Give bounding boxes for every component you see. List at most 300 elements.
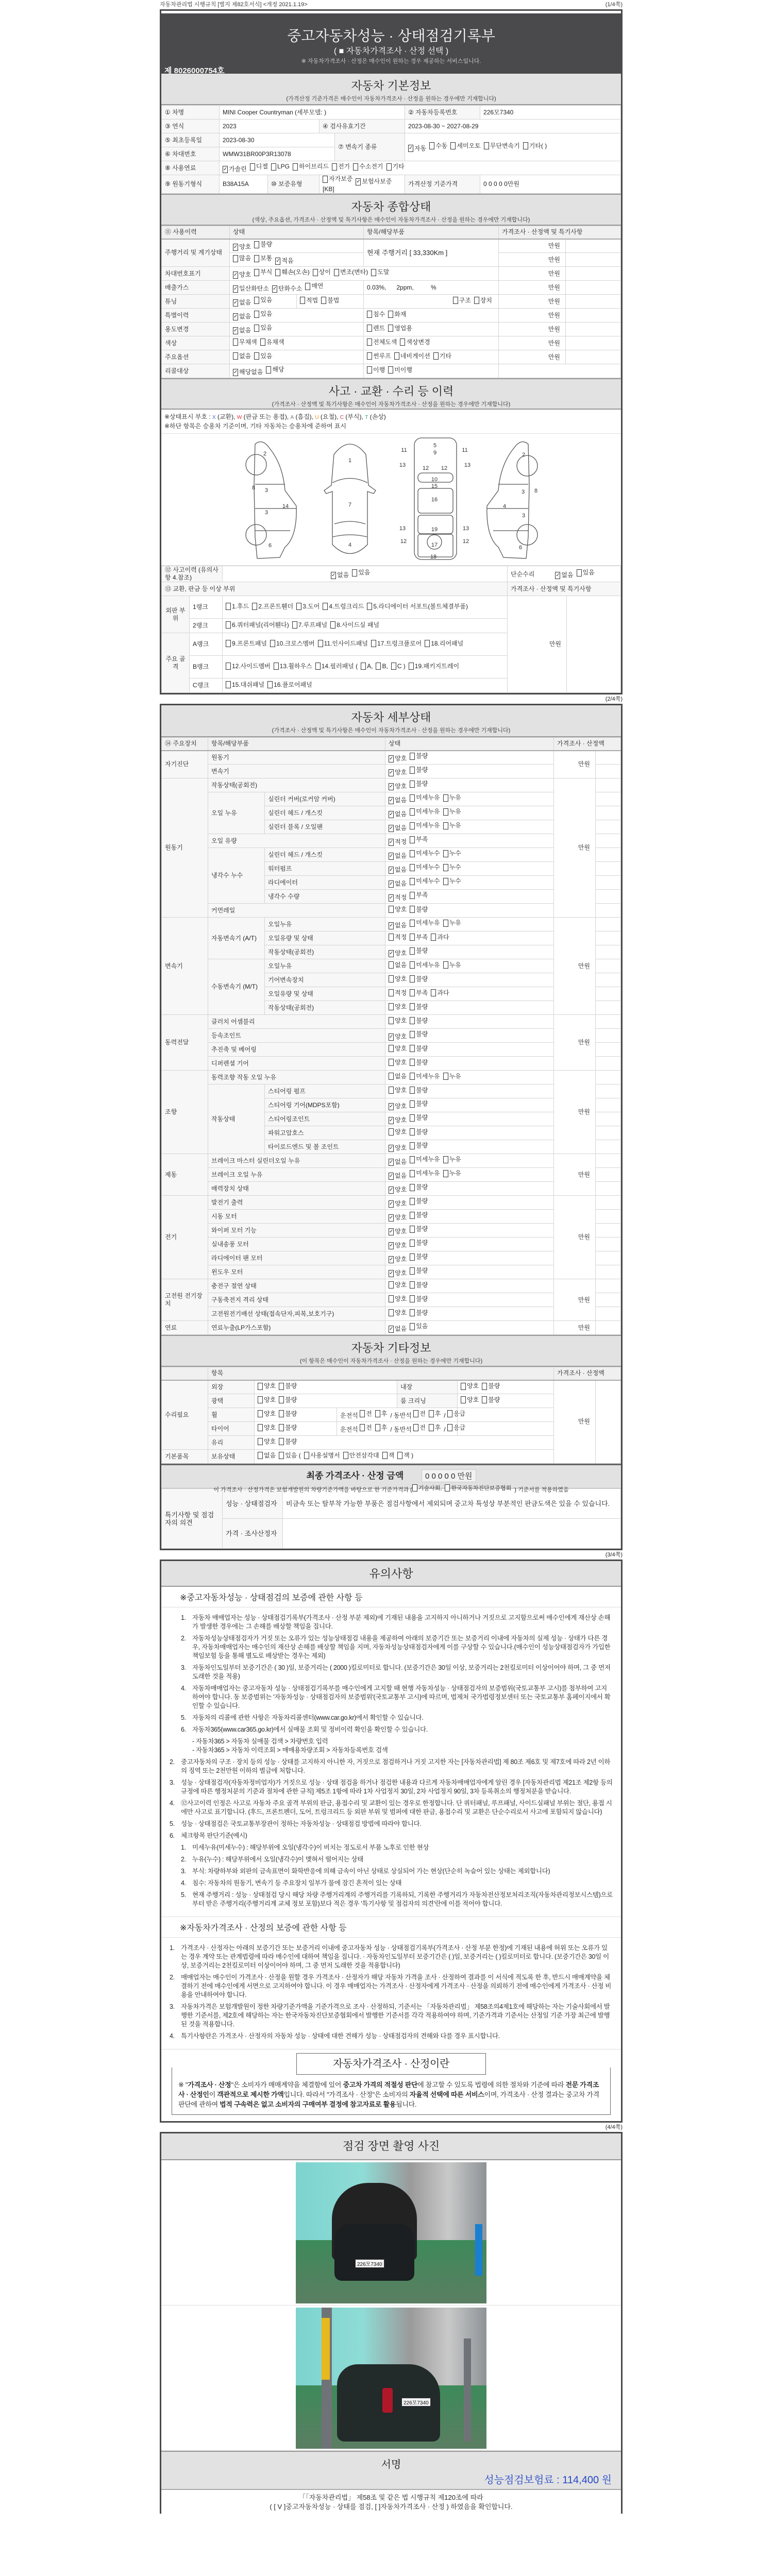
checkbox-icon[interactable] (410, 767, 415, 774)
checkbox-icon[interactable] (410, 961, 415, 969)
checkbox-icon[interactable] (410, 1184, 415, 1191)
checked-box-icon[interactable]: ✓ (276, 258, 280, 264)
checked-box-icon[interactable]: ✓ (389, 769, 394, 775)
checkbox-option[interactable] (267, 681, 312, 689)
checkbox-icon[interactable] (332, 163, 337, 171)
checkbox-icon[interactable] (409, 663, 414, 670)
checkbox-option[interactable] (443, 822, 461, 829)
checked-box-icon[interactable]: ✓ (389, 1187, 394, 1193)
checkbox-icon[interactable] (447, 1410, 452, 1417)
checkbox-option[interactable] (389, 1269, 407, 1277)
checkbox-option[interactable] (353, 163, 383, 171)
checkbox-icon[interactable] (443, 961, 448, 969)
checkbox-icon[interactable] (429, 1424, 434, 1431)
checkbox-icon[interactable] (226, 603, 231, 610)
checked-box-icon[interactable]: ✓ (556, 572, 560, 578)
checkbox-option[interactable] (443, 919, 461, 927)
checkbox-option[interactable] (389, 961, 407, 969)
checkbox-option[interactable] (389, 880, 407, 888)
checkbox-option[interactable] (443, 1073, 461, 1080)
checkbox-option[interactable] (389, 975, 407, 983)
checkbox-icon[interactable] (474, 297, 479, 304)
checkbox-option[interactable] (410, 1142, 428, 1149)
checkbox-icon[interactable] (323, 176, 328, 183)
checkbox-icon[interactable] (252, 603, 257, 610)
checkbox-icon[interactable] (389, 975, 394, 982)
checkbox-option[interactable] (252, 602, 293, 611)
checkbox-option[interactable] (233, 255, 251, 262)
checkbox-icon[interactable] (260, 338, 265, 346)
checked-box-icon[interactable]: ✓ (389, 853, 394, 859)
checkbox-icon[interactable] (431, 989, 436, 996)
checkbox-option[interactable] (279, 1382, 297, 1390)
checkbox-option[interactable] (410, 1003, 428, 1011)
checkbox-option[interactable] (389, 1003, 407, 1011)
checkbox-option[interactable] (258, 1438, 276, 1446)
checkbox-icon[interactable] (410, 1128, 415, 1136)
checkbox-icon[interactable] (292, 621, 297, 629)
checkbox-icon[interactable] (410, 794, 415, 802)
checked-box-icon[interactable]: ✓ (389, 1256, 394, 1262)
checked-box-icon[interactable]: ✓ (389, 1145, 394, 1151)
checkbox-icon[interactable] (447, 1424, 452, 1431)
checkbox-option[interactable] (367, 311, 385, 318)
checkbox-option[interactable] (410, 836, 428, 843)
checkbox-icon[interactable] (258, 1396, 263, 1403)
checkbox-option[interactable] (445, 1484, 511, 1492)
checkbox-option[interactable] (233, 313, 251, 320)
checkbox-icon[interactable] (389, 1128, 394, 1136)
checkbox-option[interactable] (389, 894, 407, 902)
checkbox-icon[interactable] (443, 878, 448, 885)
checkbox-option[interactable] (389, 810, 407, 818)
checkbox-icon[interactable] (433, 352, 439, 360)
checkbox-option[interactable] (482, 1382, 500, 1390)
checkbox-option[interactable] (367, 338, 397, 346)
checked-box-icon[interactable]: ✓ (389, 783, 394, 789)
checkbox-icon[interactable] (254, 352, 259, 360)
checkbox-option[interactable] (389, 1017, 407, 1025)
checkbox-icon[interactable] (412, 1484, 417, 1492)
checkbox-icon[interactable] (410, 1323, 415, 1330)
checkbox-option[interactable] (429, 1424, 441, 1432)
checkbox-icon[interactable] (394, 352, 399, 360)
checkbox-icon[interactable] (410, 1226, 415, 1233)
checkbox-icon[interactable] (410, 1309, 415, 1316)
checkbox-option[interactable] (410, 975, 428, 983)
checkbox-option[interactable] (577, 569, 595, 577)
checkbox-icon[interactable] (343, 1452, 348, 1459)
checkbox-icon[interactable] (254, 311, 259, 318)
checkbox-option[interactable] (382, 1452, 395, 1460)
checkbox-option[interactable] (388, 311, 406, 318)
checkbox-icon[interactable] (410, 864, 415, 871)
checkbox-option[interactable] (410, 1114, 428, 1122)
checked-box-icon[interactable]: ✓ (389, 1326, 394, 1332)
checkbox-option[interactable] (279, 1396, 297, 1404)
checkbox-option[interactable] (410, 1323, 428, 1330)
checkbox-option[interactable] (292, 621, 327, 629)
checkbox-option[interactable] (391, 662, 406, 670)
checkbox-option[interactable] (367, 602, 468, 611)
checkbox-icon[interactable] (254, 269, 259, 276)
checked-box-icon[interactable]: ✓ (356, 178, 361, 184)
checked-box-icon[interactable]: ✓ (389, 894, 394, 901)
checkbox-option[interactable] (360, 1424, 372, 1432)
checkbox-option[interactable] (226, 662, 271, 670)
checkbox-icon[interactable] (389, 1087, 394, 1094)
checkbox-option[interactable] (233, 338, 257, 346)
checkbox-icon[interactable] (375, 1410, 380, 1417)
checkbox-option[interactable] (410, 1281, 428, 1289)
checkbox-icon[interactable] (389, 989, 394, 996)
checkbox-option[interactable] (410, 1197, 428, 1205)
checkbox-option[interactable] (330, 621, 379, 629)
checkbox-option[interactable] (410, 934, 428, 941)
checked-box-icon[interactable]: ✓ (389, 811, 394, 817)
checkbox-icon[interactable] (375, 1424, 380, 1431)
checkbox-option[interactable] (389, 1214, 407, 1222)
checkbox-option[interactable] (352, 569, 370, 577)
checkbox-option[interactable] (356, 178, 392, 185)
checkbox-icon[interactable] (367, 311, 372, 318)
checkbox-option[interactable] (275, 257, 293, 265)
checkbox-icon[interactable] (250, 163, 255, 171)
checkbox-option[interactable] (389, 1281, 407, 1289)
checkbox-option[interactable] (453, 297, 471, 304)
checkbox-option[interactable] (305, 282, 323, 290)
checkbox-icon[interactable] (450, 142, 456, 149)
checkbox-option[interactable] (461, 1396, 479, 1404)
checkbox-icon[interactable] (323, 603, 328, 610)
checkbox-option[interactable] (389, 906, 407, 913)
checkbox-option[interactable] (233, 285, 269, 293)
checkbox-option[interactable] (275, 268, 309, 276)
checkbox-option[interactable] (389, 1186, 407, 1194)
checkbox-option[interactable] (389, 796, 407, 804)
checkbox-icon[interactable] (233, 255, 238, 262)
checkbox-icon[interactable] (410, 1087, 415, 1094)
checkbox-option[interactable] (360, 1410, 372, 1418)
checkbox-option[interactable] (389, 950, 407, 957)
checked-box-icon[interactable]: ✓ (233, 299, 238, 306)
checkbox-option[interactable] (389, 1172, 407, 1180)
checkbox-icon[interactable] (267, 681, 273, 688)
checkbox-option[interactable] (389, 852, 407, 860)
checkbox-icon[interactable] (461, 1396, 466, 1403)
checkbox-icon[interactable] (226, 640, 231, 647)
checkbox-option[interactable] (318, 639, 368, 648)
checkbox-option[interactable] (410, 1128, 428, 1136)
checkbox-option[interactable] (410, 1253, 428, 1261)
checkbox-option[interactable] (410, 1100, 428, 1108)
checkbox-option[interactable] (389, 1073, 407, 1080)
checkbox-icon[interactable] (410, 989, 415, 996)
checkbox-icon[interactable] (445, 1484, 450, 1492)
checkbox-option[interactable] (343, 1452, 379, 1460)
checkbox-option[interactable] (272, 285, 302, 293)
checked-box-icon[interactable]: ✓ (389, 1117, 394, 1123)
checkbox-icon[interactable] (258, 1383, 263, 1390)
checkbox-icon[interactable] (334, 269, 339, 276)
checkbox-option[interactable] (388, 366, 412, 374)
checkbox-option[interactable] (371, 639, 422, 648)
checked-box-icon[interactable]: ✓ (233, 285, 238, 292)
checked-box-icon[interactable]: ✓ (389, 1228, 394, 1234)
checkbox-option[interactable] (389, 934, 407, 941)
checkbox-option[interactable] (408, 145, 426, 152)
checkbox-option[interactable] (389, 1128, 407, 1136)
checkbox-icon[interactable] (389, 1309, 394, 1316)
checkbox-icon[interactable] (410, 1100, 415, 1108)
checkbox-option[interactable] (258, 1452, 276, 1460)
checkbox-option[interactable] (270, 639, 315, 648)
checkbox-option[interactable] (389, 989, 407, 997)
checkbox-option[interactable] (410, 1073, 440, 1080)
checkbox-icon[interactable] (410, 836, 415, 843)
checkbox-icon[interactable] (389, 1059, 394, 1066)
checkbox-icon[interactable] (389, 1003, 394, 1010)
checked-box-icon[interactable]: ✓ (233, 244, 238, 250)
checkbox-option[interactable] (410, 850, 440, 857)
checked-box-icon[interactable]: ✓ (331, 572, 336, 578)
checkbox-icon[interactable] (389, 1295, 394, 1302)
checkbox-icon[interactable] (410, 1003, 415, 1010)
checkbox-option[interactable] (388, 325, 412, 332)
checkbox-option[interactable] (389, 824, 407, 832)
checkbox-icon[interactable] (429, 1410, 434, 1417)
checkbox-icon[interactable] (330, 621, 335, 629)
checkbox-icon[interactable] (410, 781, 415, 788)
checkbox-option[interactable] (397, 1452, 413, 1460)
checked-box-icon[interactable]: ✓ (389, 839, 394, 845)
checkbox-icon[interactable] (389, 934, 394, 941)
checked-box-icon[interactable]: ✓ (409, 145, 413, 151)
checkbox-icon[interactable] (388, 311, 393, 318)
checkbox-option[interactable] (410, 1225, 428, 1233)
checkbox-option[interactable] (410, 1087, 428, 1094)
checkbox-option[interactable] (410, 1183, 428, 1191)
checkbox-option[interactable] (367, 366, 385, 374)
checkbox-option[interactable] (389, 838, 407, 846)
checkbox-icon[interactable] (304, 1452, 309, 1459)
checkbox-option[interactable] (332, 163, 350, 171)
checkbox-icon[interactable] (443, 1156, 448, 1163)
checkbox-icon[interactable] (410, 808, 415, 816)
checkbox-icon[interactable] (389, 906, 394, 913)
checkbox-icon[interactable] (389, 1045, 394, 1052)
checkbox-icon[interactable] (577, 569, 582, 577)
checkbox-icon[interactable] (443, 864, 448, 871)
checkbox-icon[interactable] (305, 283, 310, 290)
checkbox-option[interactable] (443, 877, 461, 885)
checkbox-option[interactable] (413, 1424, 426, 1432)
checkbox-option[interactable] (410, 989, 428, 997)
checkbox-option[interactable] (482, 1396, 500, 1404)
checkbox-option[interactable] (410, 1309, 428, 1317)
checkbox-option[interactable] (474, 297, 492, 304)
checkbox-icon[interactable] (279, 1410, 284, 1417)
checkbox-option[interactable] (389, 1045, 407, 1053)
checkbox-option[interactable] (410, 1030, 428, 1038)
checkbox-option[interactable] (410, 1239, 428, 1247)
checkbox-option[interactable] (389, 1242, 407, 1249)
checkbox-icon[interactable] (254, 325, 259, 332)
checkbox-icon[interactable] (353, 163, 358, 171)
checkbox-option[interactable] (254, 241, 272, 248)
checkbox-icon[interactable] (410, 947, 415, 955)
checkbox-icon[interactable] (482, 1396, 487, 1403)
checkbox-option[interactable] (461, 1382, 479, 1390)
checkbox-icon[interactable] (431, 934, 436, 941)
checkbox-icon[interactable] (367, 603, 372, 610)
checkbox-icon[interactable] (315, 663, 321, 670)
checked-box-icon[interactable]: ✓ (389, 880, 394, 887)
checkbox-icon[interactable] (410, 1198, 415, 1205)
checkbox-option[interactable] (410, 919, 440, 927)
checkbox-icon[interactable] (413, 1424, 418, 1431)
checkbox-option[interactable] (443, 1156, 461, 1163)
checkbox-icon[interactable] (410, 1059, 415, 1066)
checkbox-option[interactable] (410, 961, 440, 969)
checkbox-icon[interactable] (271, 163, 276, 171)
checkbox-option[interactable] (279, 1410, 297, 1418)
checkbox-icon[interactable] (410, 920, 415, 927)
checkbox-option[interactable] (429, 142, 447, 150)
checkbox-icon[interactable] (386, 163, 392, 171)
checkbox-option[interactable] (389, 922, 407, 929)
checkbox-option[interactable] (254, 255, 272, 262)
checkbox-option[interactable] (389, 1158, 407, 1166)
checkbox-icon[interactable] (296, 603, 301, 610)
checked-box-icon[interactable]: ✓ (389, 755, 394, 761)
checkbox-option[interactable] (410, 794, 440, 802)
checkbox-icon[interactable] (361, 663, 366, 670)
checkbox-icon[interactable] (443, 1073, 448, 1080)
checkbox-icon[interactable] (443, 920, 448, 927)
checkbox-option[interactable] (233, 271, 251, 279)
checkbox-icon[interactable] (367, 352, 372, 360)
checked-box-icon[interactable]: ✓ (389, 1173, 394, 1179)
checkbox-option[interactable] (254, 296, 272, 304)
checkbox-icon[interactable] (275, 269, 280, 276)
checkbox-icon[interactable] (258, 1410, 263, 1417)
checkbox-icon[interactable] (233, 352, 238, 360)
inspection-photo-rear[interactable] (296, 2308, 486, 2449)
checkbox-icon[interactable] (360, 1424, 365, 1431)
checkbox-icon[interactable] (482, 1383, 487, 1390)
checkbox-option[interactable] (410, 1267, 428, 1275)
checkbox-option[interactable] (361, 662, 373, 670)
checkbox-option[interactable] (484, 142, 520, 150)
checkbox-option[interactable] (389, 1144, 407, 1152)
checkbox-icon[interactable] (410, 1031, 415, 1038)
checkbox-icon[interactable] (254, 255, 259, 262)
checkbox-option[interactable] (425, 639, 463, 648)
checkbox-option[interactable] (376, 662, 388, 670)
checkbox-icon[interactable] (226, 681, 231, 688)
checkbox-option[interactable] (412, 1484, 442, 1492)
checkbox-option[interactable] (375, 1424, 388, 1432)
checkbox-option[interactable] (409, 662, 459, 670)
checkbox-option[interactable] (389, 1087, 407, 1094)
checkbox-option[interactable] (386, 163, 405, 171)
checkbox-option[interactable] (389, 1309, 407, 1317)
inspection-photo-front[interactable] (296, 2162, 486, 2303)
checkbox-option[interactable] (321, 297, 339, 304)
checkbox-option[interactable] (389, 1033, 407, 1041)
checkbox-icon[interactable] (388, 325, 393, 332)
checkbox-option[interactable] (410, 1059, 428, 1066)
checkbox-option[interactable] (233, 368, 263, 376)
checkbox-icon[interactable] (279, 1452, 284, 1459)
checkbox-option[interactable] (300, 297, 318, 304)
checkbox-option[interactable] (389, 1116, 407, 1124)
checkbox-option[interactable] (323, 602, 364, 611)
checkbox-option[interactable] (258, 1382, 276, 1390)
checkbox-option[interactable] (389, 1325, 407, 1333)
checkbox-icon[interactable] (410, 1156, 415, 1163)
checkbox-icon[interactable] (279, 1383, 284, 1390)
checkbox-icon[interactable] (367, 325, 372, 332)
checkbox-option[interactable] (400, 338, 430, 346)
checkbox-option[interactable] (410, 947, 428, 955)
checkbox-option[interactable] (254, 310, 272, 318)
checkbox-icon[interactable] (371, 640, 376, 647)
checkbox-option[interactable] (315, 662, 358, 670)
checkbox-option[interactable] (293, 163, 329, 171)
checkbox-icon[interactable] (410, 1281, 415, 1289)
checkbox-icon[interactable] (352, 569, 357, 577)
checkbox-icon[interactable] (266, 366, 271, 374)
checkbox-option[interactable] (296, 602, 320, 611)
checkbox-option[interactable] (450, 142, 480, 150)
checkbox-option[interactable] (233, 299, 251, 307)
checkbox-option[interactable] (223, 165, 247, 173)
checkbox-icon[interactable] (410, 1114, 415, 1122)
checkbox-icon[interactable] (389, 961, 394, 969)
checkbox-icon[interactable] (410, 1212, 415, 1219)
checkbox-icon[interactable] (279, 1396, 284, 1403)
checkbox-option[interactable] (371, 268, 389, 276)
checkbox-option[interactable] (233, 352, 251, 360)
checkbox-option[interactable] (233, 327, 251, 334)
checkbox-option[interactable] (443, 961, 461, 969)
checkbox-option[interactable] (226, 602, 249, 611)
checkbox-icon[interactable] (429, 142, 434, 149)
checkbox-icon[interactable] (391, 663, 396, 670)
checkbox-option[interactable] (254, 352, 272, 360)
checkbox-icon[interactable] (425, 640, 430, 647)
checkbox-option[interactable] (367, 352, 391, 360)
checkbox-option[interactable] (447, 1410, 465, 1418)
checkbox-option[interactable] (410, 1295, 428, 1303)
checkbox-option[interactable] (394, 352, 430, 360)
checkbox-icon[interactable] (258, 1438, 263, 1445)
checkbox-option[interactable] (447, 1424, 465, 1432)
checkbox-option[interactable] (226, 639, 267, 648)
checkbox-option[interactable] (304, 1452, 340, 1460)
checkbox-option[interactable] (389, 1059, 407, 1066)
checkbox-icon[interactable] (443, 822, 448, 829)
checkbox-icon[interactable] (443, 1170, 448, 1177)
checkbox-option[interactable] (413, 1410, 426, 1418)
checkbox-option[interactable] (226, 621, 289, 629)
checkbox-icon[interactable] (300, 297, 305, 304)
checkbox-option[interactable] (443, 863, 461, 871)
checkbox-icon[interactable] (410, 850, 415, 857)
checkbox-icon[interactable] (254, 297, 259, 304)
